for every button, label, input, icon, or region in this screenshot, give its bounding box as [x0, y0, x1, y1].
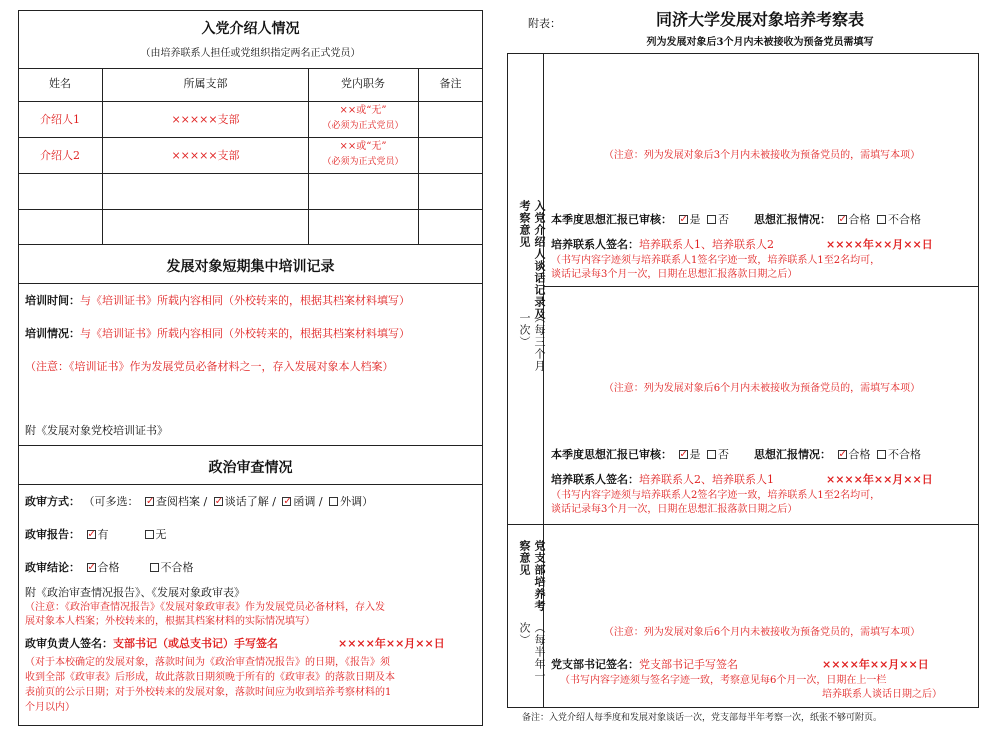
- method-external: 外调）: [340, 495, 374, 508]
- political-conclusion-label: 政审结论：: [25, 561, 80, 574]
- col-header-remark: 备注: [439, 77, 462, 90]
- method-archive: 查阅档案 /: [156, 495, 208, 508]
- checkbox-b1-yes[interactable]: [679, 215, 688, 224]
- block1-hint-2: 谈话记录每3个月一次，日期在思想汇报落款日期之后）: [551, 269, 798, 280]
- right-subtitle: 列为发展对象后3个月内未被接收为预备党员需填写: [646, 37, 874, 48]
- intro-row-2-name: 介绍人2: [40, 149, 80, 162]
- b2-fail: 不合格: [888, 448, 921, 461]
- side-label-talk-freq: （每三个月一次）: [518, 312, 546, 372]
- checkbox-conclusion-pass[interactable]: [87, 563, 96, 572]
- attach-label: 附表：: [528, 17, 561, 30]
- block1-date: ××××年××月××日: [826, 238, 933, 251]
- checkbox-letter[interactable]: [282, 497, 291, 506]
- right-footer: 备注：入党介绍人每季度和发展对象谈话一次，党支部每半年考察一次，纸张不够可附页。: [522, 713, 883, 723]
- political-title: 政治审查情况: [208, 460, 293, 476]
- divider: [18, 209, 483, 210]
- block1-review-label: 本季度思想汇报已审核：: [551, 213, 672, 226]
- block2-sign-value: 培养联系人2、培养联系人1: [639, 473, 774, 486]
- checkbox-b2-yes[interactable]: [679, 450, 688, 459]
- conclusion-fail: 不合格: [160, 561, 194, 574]
- intro-row-2-duty-note: （必须为正式党员）: [322, 157, 404, 167]
- block2-review: [551, 447, 976, 462]
- intro-row-2-duty: ××或“无”: [339, 141, 387, 152]
- side-label-branch-freq: （每半年一次）: [518, 622, 546, 682]
- training-status-label: 培训情况：: [25, 327, 80, 340]
- report-no: 无: [155, 528, 167, 541]
- political-method-label: 政审方式：: [25, 495, 80, 508]
- checkbox-b1-pass[interactable]: [838, 215, 847, 224]
- b1-fail: 不合格: [888, 213, 921, 226]
- intro-row-2-branch: ×××××支部: [171, 149, 240, 162]
- method-letter: 函调 /: [293, 495, 323, 508]
- intro-row-1-branch: ×××××支部: [171, 113, 240, 126]
- block2-review-label: 本季度思想汇报已审核：: [551, 448, 672, 461]
- training-title: 发展对象短期集中培训记录: [166, 259, 335, 275]
- block3-date: ××××年××月××日: [822, 658, 929, 671]
- political-note-1: （注意：《政治审查情况报告》《发展对象政审表》作为发展党员必备材料，存入发: [25, 602, 385, 613]
- intro-subtitle: （由培养联系人担任或党组织指定两名正式党员）: [140, 48, 361, 59]
- block1-review: [551, 212, 976, 227]
- intro-row-1-duty: ××或“无”: [339, 105, 387, 116]
- political-footnote-1: （对于本校确定的发展对象，落款时间为《政治审查情况报告》的日期，《报告》须: [25, 657, 390, 668]
- divider: [18, 484, 483, 485]
- block3-note: （注意：列为发展对象后6个月内未被接收为预备党员的，需填写本项）: [603, 627, 921, 638]
- training-time-value: 与《培训证书》所载内容相同（外校转来的，根据其档案材料填写）: [80, 294, 410, 307]
- block2-hint-2: 谈话记录每3个月一次，日期在思想汇报落款日期之后）: [551, 504, 798, 515]
- divider: [18, 101, 483, 102]
- table-col-divider: [418, 68, 419, 244]
- training-attach: 附《发展对象党校培训证书》: [25, 424, 168, 437]
- table-col-divider: [102, 68, 103, 244]
- political-date: ××××年××月××日: [338, 637, 445, 650]
- checkbox-b1-no[interactable]: [707, 215, 716, 224]
- col-header-duty: 党内职务: [341, 77, 385, 90]
- b1-no: 否: [718, 213, 729, 226]
- block2-sign-label: 培养联系人签名：: [551, 473, 639, 486]
- col-header-branch: 所属支部: [183, 77, 228, 90]
- intro-row-1-duty-note: （必须为正式党员）: [322, 121, 404, 131]
- divider: [18, 68, 483, 69]
- divider: [18, 173, 483, 174]
- table-col-divider: [308, 68, 309, 244]
- block1-sign-label: 培养联系人签名：: [551, 238, 639, 251]
- intro-row-1-name: 介绍人1: [40, 113, 80, 126]
- method-interview: 谈话了解 /: [224, 495, 276, 508]
- checkbox-archive[interactable]: [145, 497, 154, 506]
- b2-yes: 是: [689, 448, 701, 461]
- conclusion-pass: 合格: [97, 561, 120, 574]
- divider: [18, 283, 483, 284]
- divider: [507, 524, 979, 525]
- checkbox-b1-fail[interactable]: [877, 215, 886, 224]
- political-attach: 附《政治审查情况报告》、《发展对象政审表》: [25, 586, 245, 599]
- b1-pass: 合格: [848, 213, 871, 226]
- political-sign-label: 政审负责人签名：: [25, 637, 113, 650]
- report-yes: 有: [97, 528, 109, 541]
- block1-note: （注意：列为发展对象后3个月内未被接收为预备党员的，需填写本项）: [603, 150, 921, 161]
- training-time: [25, 293, 480, 308]
- divider: [543, 286, 979, 287]
- checkbox-external[interactable]: [329, 497, 338, 506]
- side-label-talk: 入党介绍人谈话记录及考察意见: [518, 200, 546, 320]
- training-time-label: 培训时间：: [25, 294, 80, 307]
- block3-hint-2: 培养联系人谈话日期之后）: [822, 689, 942, 700]
- political-method-intro: （可多选：: [83, 495, 139, 508]
- block1-sign-value: 培养联系人1、培养联系人2: [639, 238, 774, 251]
- b2-no: 否: [718, 448, 729, 461]
- checkbox-report-no[interactable]: [145, 530, 154, 539]
- col-header-name: 姓名: [49, 77, 71, 90]
- block2-hint-1: （书写内容字迹须与培养联系人2签名字迹一致，培养联系人1至2名均可，: [551, 490, 881, 501]
- political-report-label: 政审报告：: [25, 528, 80, 541]
- political-footnote-3: 表前页的公示日期；对于外校转来的发展对象，落款时间应为收到培养考察材料的1: [25, 687, 392, 698]
- training-note: （注意：《培训证书》作为发展党员必备材料之一，存入发展对象本人档案）: [25, 360, 394, 373]
- checkbox-conclusion-fail[interactable]: [150, 563, 159, 572]
- political-conclusion: [25, 560, 480, 575]
- block3-sign-value: 党支部书记手写签名: [639, 658, 738, 671]
- political-footnote-4: 个月以内）: [25, 702, 75, 713]
- block3-sign-label: 党支部书记签名：: [551, 658, 639, 671]
- right-title: 同济大学发展对象培养考察表: [655, 10, 864, 29]
- divider: [18, 244, 483, 245]
- block3-hint-1: （书写内容字迹须与签名字迹一致，考察意见每6个月一次，日期在上一栏: [560, 675, 887, 686]
- block2-note: （注意：列为发展对象后6个月内未被接收为预备党员的，需填写本项）: [603, 383, 921, 394]
- divider: [18, 137, 483, 138]
- political-report: [25, 527, 480, 542]
- b2-pass: 合格: [848, 448, 871, 461]
- checkbox-report-yes[interactable]: [87, 530, 96, 539]
- political-footnote-2: 收到全部《政审表》后形成，故此落款日期须晚于所有的《政审表》的落款日期及本: [25, 672, 395, 683]
- divider: [18, 445, 483, 446]
- political-sign-value: 支部书记（或总支书记）手写签名: [113, 637, 278, 650]
- b1-yes: 是: [689, 213, 701, 226]
- political-note-2: 展对象本人档案；外校转来的，根据其档案材料的实际情况填写）: [25, 616, 315, 627]
- checkbox-b2-pass[interactable]: [838, 450, 847, 459]
- block1-hint-1: （书写内容字迹须与培养联系人1签名字迹一致，培养联系人1至2名均可，: [551, 255, 881, 266]
- intro-title: 入党介绍人情况: [201, 21, 300, 37]
- training-status: [25, 326, 480, 341]
- block1-report-label: 思想汇报情况：: [754, 213, 831, 226]
- checkbox-b2-fail[interactable]: [877, 450, 886, 459]
- checkbox-interview[interactable]: [214, 497, 223, 506]
- side-label-branch: 党支部培养考察意见: [518, 540, 546, 612]
- checkbox-b2-no[interactable]: [707, 450, 716, 459]
- political-method: [25, 494, 480, 509]
- block2-date: ××××年××月××日: [826, 473, 933, 486]
- block2-report-label: 思想汇报情况：: [754, 448, 831, 461]
- training-status-value: 与《培训证书》所载内容相同（外校转来的，根据其档案材料填写）: [80, 327, 410, 340]
